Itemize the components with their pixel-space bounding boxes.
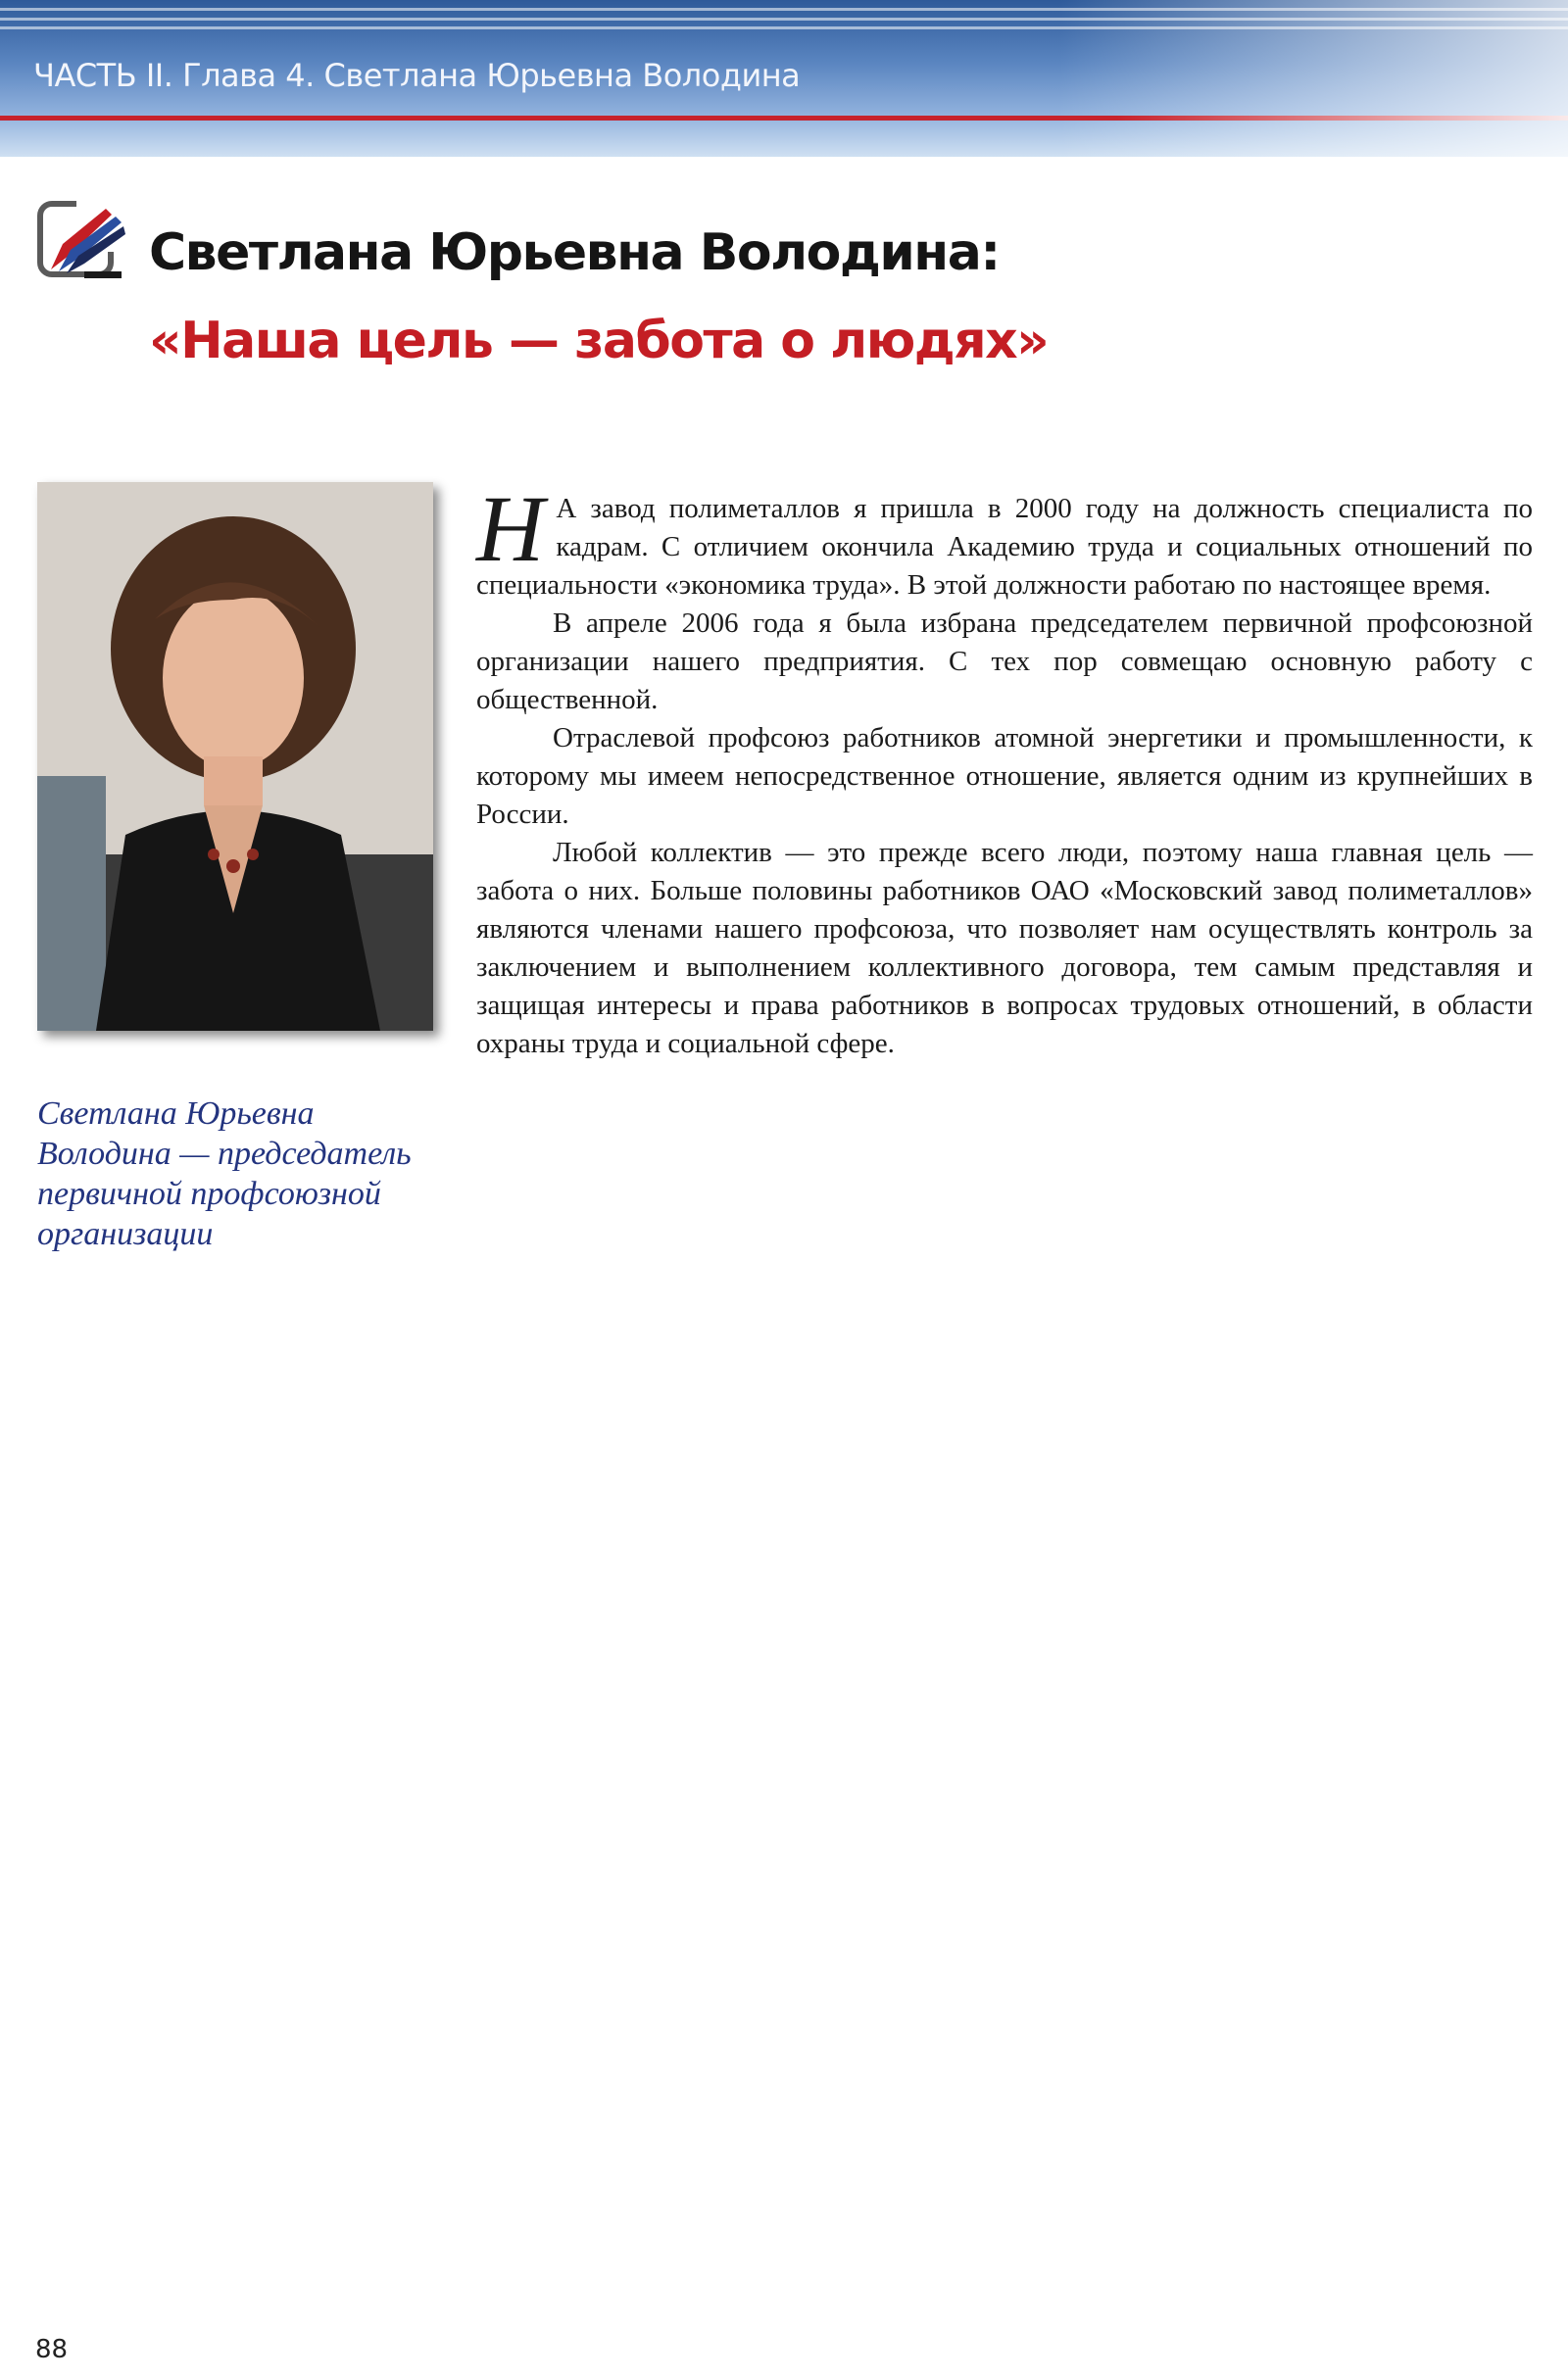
paragraph-text: А завод полиметаллов я пришла в 2000 году на должность специалиста по кадрам. С отличием окончила Академию труда и социальных отношений по специальности «экономика труда». В этой должности работаю по настоящее время. — [476, 493, 1533, 601]
paragraph: Отраслевой профсоюз работников атомной энергетики и промышленности, к которому мы имеем непосредственное отношение, является одним из крупнейших в России. — [476, 722, 1533, 830]
article-subtitle: «Наша цель — забота о людях» — [149, 312, 1049, 370]
chapter-logo-icon — [37, 201, 127, 283]
portrait-photo — [37, 482, 433, 1031]
header-fade — [1058, 0, 1568, 157]
paragraph: Любой коллектив — это прежде всего люди, поэтому наша главная цель — забота о них. Больше половины работников ОАО «Московский завод полиметаллов» являются членами нашего профсоюза, что позволяет нам осуществлять контроль за заключением и выполнением коллективного договора, тем самым представляя и защищая интересы и права работников в вопросах трудовых отношений, в области охраны труда и социальной сфере. — [476, 837, 1533, 1059]
article-title: Светлана Юрьевна Володина: — [149, 223, 1000, 282]
drop-cap: Н — [476, 476, 545, 581]
paragraph: В апреле 2006 года я была избрана председателем первичной профсоюзной организации нашего предприятия. С тех пор совмещаю основную работу с общественной. — [476, 607, 1533, 715]
header-red-fade — [1117, 116, 1568, 121]
paragraph — [476, 476, 1533, 605]
running-head: ЧАСТЬ II. Глава 4. Светлана Юрьевна Володина — [33, 57, 801, 94]
article-body — [476, 476, 1533, 1063]
page-number: 88 — [35, 2335, 69, 2364]
portrait-illustration — [37, 482, 433, 1031]
photo-caption: Светлана Юрьевна Володина — председатель первичной профсоюзной организации — [37, 1095, 412, 1252]
